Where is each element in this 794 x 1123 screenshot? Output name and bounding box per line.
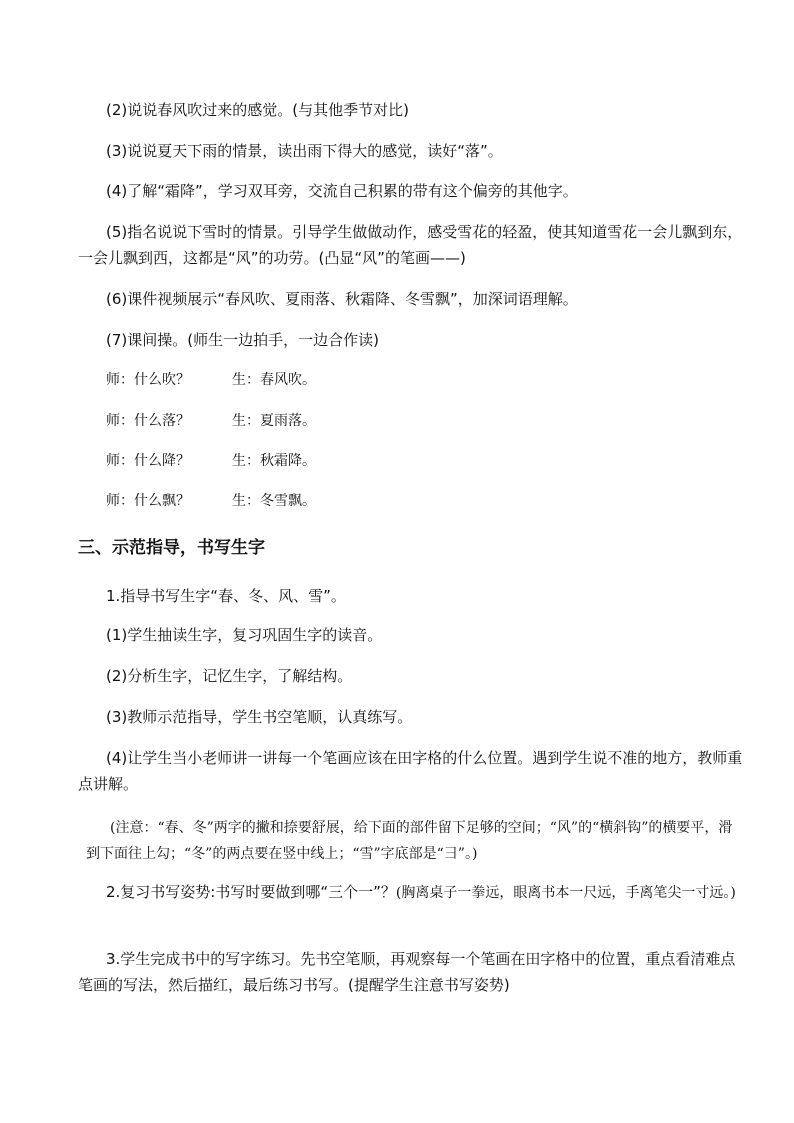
teacher-line: 师：什么飘？ [106, 493, 190, 509]
step-3: (3)说说夏天下雨的情景，读出雨下得大的感觉，读好“落”。 [106, 142, 503, 160]
item-1-4: (4)让学生当小老师讲一讲每一个笔画应该在田字格的什么位置。遇到学生说不准的地方，教师重点讲解。 [78, 749, 743, 793]
step-2: (2)说说春风吹过来的感觉。(与其他季节对比) [106, 101, 409, 119]
teacher-line: 师：什么降？ [106, 453, 190, 469]
teacher-line: 师：什么吹？ [106, 372, 190, 388]
writing-note: (注意：“春、冬”两字的撇和捺要舒展，给下面的部件留下足够的空间；“风”的“横斜钩”的横要平，滑到下面往上勾；“冬”的两点要在竖中线上；“雪”字底部是“彐”。) [86, 820, 733, 862]
item-3: 3.学生完成书中的写字练习。先书空笔顺，再观察每一个笔画在田字格中的位置，重点看清难点笔画的写法，然后描红，最后练习书写。(提醒学生注意书写姿势) [78, 950, 736, 994]
dialogue-line [106, 409, 316, 433]
item-2-question: 2.复习书写姿势:书写时要做到哪“三个一”？ [106, 883, 396, 901]
step-5: (5)指名说说下雪时的情景。引导学生做做动作，感受雪花的轻盈，使其知道雪花一会儿飘到东，一会儿飘到西，这都是“风”的功劳。(凸显“风”的笔画——) [78, 223, 743, 267]
item-1: 1.指导书写生字“春、冬、风、雪”。 [106, 587, 346, 605]
item-2 [78, 879, 748, 906]
dialogue-line [106, 449, 316, 473]
student-line: 生：冬雪飘。 [232, 493, 316, 509]
student-line: 生：春风吹。 [232, 372, 316, 388]
teacher-line: 师：什么落？ [106, 413, 190, 429]
step-7: (7)课间操。(师生一边拍手，一边合作读) [106, 331, 379, 349]
student-line: 生：秋霜降。 [232, 453, 316, 469]
dialogue-line [106, 489, 316, 513]
step-6: (6)课件视频展示“春风吹、夏雨落、秋霜降、冬雪飘”，加深词语理解。 [106, 290, 578, 308]
section-heading: 三、示范指导，书写生字 [78, 538, 265, 558]
item-2-answer: (胸离桌子一拳远，眼离书本一尺远，手离笔尖一寸远。) [395, 885, 736, 901]
item-1-1: (1)学生抽读生字，复习巩固生字的读音。 [106, 626, 383, 644]
item-1-3: (3)教师示范指导，学生书空笔顺，认真练写。 [106, 708, 413, 726]
item-1-2: (2)分析生字，记忆生字，了解结构。 [106, 667, 353, 685]
student-line: 生：夏雨落。 [232, 413, 316, 429]
step-4: (4)了解“霜降”，学习双耳旁，交流自己积累的带有这个偏旁的其他字。 [106, 182, 578, 200]
dialogue-line [106, 368, 316, 392]
